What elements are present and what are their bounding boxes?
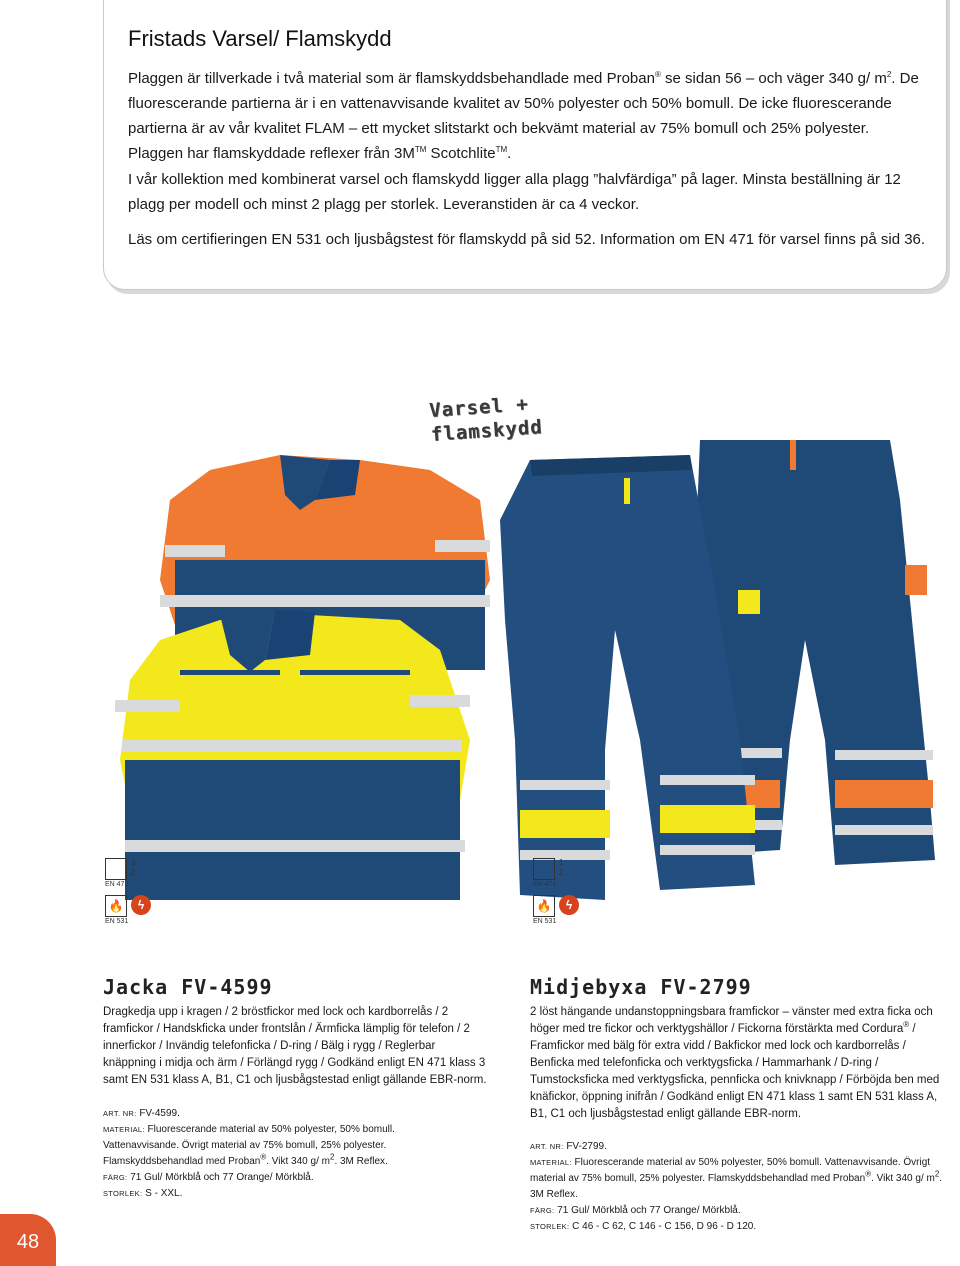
jacket-description: Dragkedja upp i kragen / 2 bröstfickor med lock och kardborrelås / 2 framfickor / Handskficka under frontslån / Ärmficka lämplig för telefon / 2 innerfickor / Invändig telefonficka / D-ring / Bälg i rygg / Reglerbar knäppning i midja och ärm / Förlängd rygg / Godkänd enligt EN 471 klass 3 samt EN 531 klass A, B1, C1 och ljusbågstestad enligt gällande EBR-norm.	[103, 1006, 487, 1086]
varsel-flamskydd-stamp: Varsel + flamskydd	[428, 393, 544, 446]
flame-pictogram-icon: 🔥	[105, 895, 127, 917]
pants-specs: ART. NR: FV-2799. MATERIAL: Fluorescerande material av 50% polyester, 50% bomull. Vattenavvisande. Övrigt material av 75% bomull, 25% polyester. Flamskyddsbehandlad med Proban®. Vikt 340 g/ $m^2$. 3M Reflex. FÄRG: 71 Gul/ Mörkblå och 77 Orange/ Mörkblå. STORLEK: C 46 - C 62, C 146 - C 156, D 96 - D 120.	[530, 1141, 943, 1232]
en471-pictogram-icon	[533, 858, 555, 880]
product-photo	[100, 440, 940, 940]
intro-paragraph-1: Plaggen är tillverkade i två material som är flamskyddsbehandlade med Proban® se sidan 56 – och väger 340 g/ $m^2$. De fluorescerande partierna är i en vattenavvisande kvalitet av 50% polyester och 50% bomull. De icke fluorescerande partierna är av vår kvalitet FLAM – ett mycket slitstarkt och bekvämt material av 75% bomull och 25% polyester. Plaggen har flamskyddade reflexer från 3M™ Scotchlite™.	[128, 70, 919, 162]
electric-arc-icon: ϟ	[559, 895, 579, 915]
electric-arc-icon: ϟ	[131, 895, 151, 915]
jacket-cert-labels: 3 2 EN 471 🔥 ϟ EN 531	[105, 858, 165, 925]
yellow-jacket-image	[115, 610, 470, 900]
jacket-specs: ART. NR: FV-4599. MATERIAL: Fluorescerande material av 50% polyester, 50% bomull. Vattenavvisande. Övrigt material av 75% bomull, 25% polyester. Flamskyddsbehandlad med Proban®. Vikt 340 g/ $m^2$. 3M Reflex. FÄRG: 71 Gul/ Mörkblå och 77 Orange/ Mörkblå. STORLEK: S - XXL.	[103, 1108, 395, 1199]
intro-paragraph-3: Läs om certifieringen EN 531 och ljusbågstest för flamskydd på sid 52. Information om EN 471 för varsel finns på sid 36.	[128, 231, 926, 248]
page-title: Fristads Varsel/ Flamskydd	[128, 26, 392, 51]
page-number: 48	[0, 1214, 56, 1266]
pants-cert-labels: 1 2 EN 471 🔥 ϟ EN 531	[533, 858, 593, 925]
en471-pictogram-icon	[105, 858, 127, 880]
pants-description: 2 löst hängande undanstoppningsbara framfickor – vänster med extra ficka och höger med tre fickor och verktygshällor / Fickorna förstärkta med Cordura® / Framfickor med bälg för extra vidd / Bakfickor med lock och kardborrelås / Benficka med telefonficka och verktygsficka / Hammarhank / D-ring / Tumstocksficka med verktygsficka, pennficka och knivknapp / Förböjda ben med knäfickor, öppning inifrån / Godkänd enligt EN 471 klass 1 samt EN 531 klass A, B1, C1 och ljusbågstestad enligt gällande EBR-norm.	[530, 1006, 940, 1120]
jacket-title: Jacka FV-4599	[103, 975, 273, 999]
pants-title: Midjebyxa FV-2799	[530, 975, 752, 999]
flame-pictogram-icon: 🔥	[533, 895, 555, 917]
intro-paragraph-2: I vår kollektion med kombinerat varsel och flamskydd ligger alla plagg ”halvfärdiga” på lager. Minsta beställning är 12 plagg per modell och minst 2 plagg per storlek. Leveranstiden är ca 4 veckor.	[128, 171, 901, 213]
